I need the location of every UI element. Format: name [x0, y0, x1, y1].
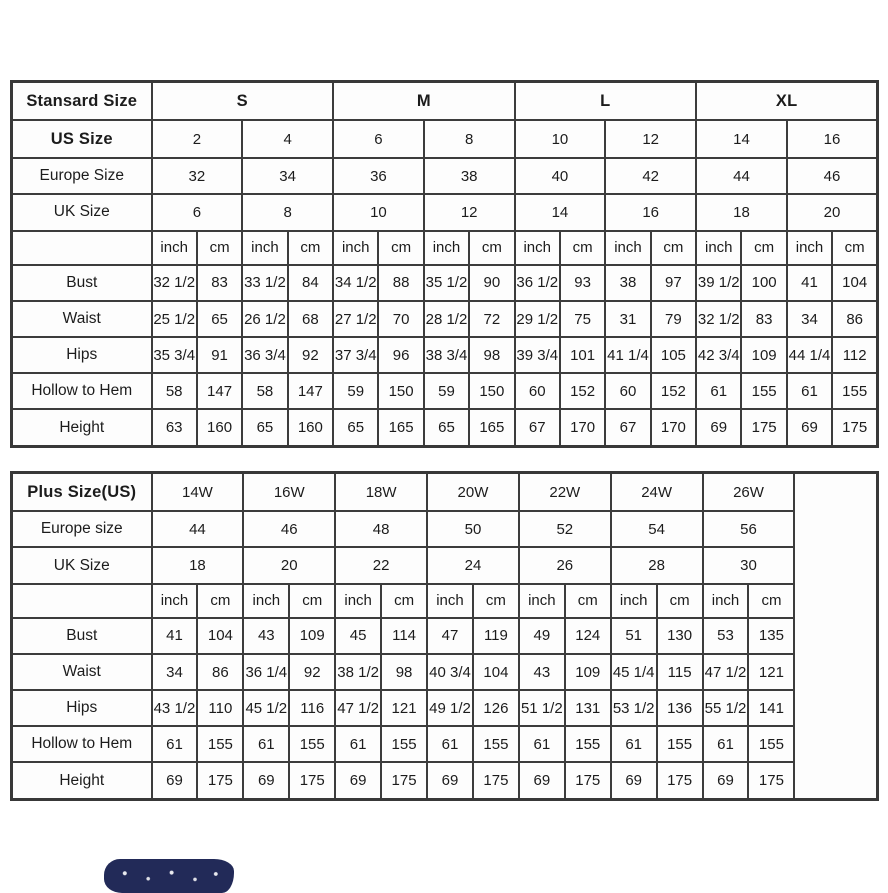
size-value-cell: 50	[427, 511, 519, 547]
table-row	[12, 120, 878, 158]
size-value-cell: 109	[565, 654, 611, 690]
size-value-cell: 39 3/4	[515, 337, 560, 373]
row-label-cell: US Size	[12, 120, 152, 158]
standard-size-table	[10, 80, 879, 448]
size-value-cell: 32 1/2	[152, 265, 197, 301]
size-value-cell: 32	[152, 158, 243, 194]
size-value-cell: 115	[657, 654, 703, 690]
size-value-cell: 44 1/4	[787, 337, 832, 373]
size-value-cell: inch	[515, 231, 560, 265]
size-value-cell: 26W	[703, 473, 795, 512]
size-value-cell: 20	[243, 547, 335, 583]
size-value-cell: 12	[605, 120, 696, 158]
size-value-cell: cm	[657, 584, 703, 618]
size-value-cell: inch	[152, 231, 197, 265]
size-value-cell: 44	[152, 511, 244, 547]
table-row	[12, 618, 878, 654]
size-value-cell: 175	[748, 762, 794, 799]
size-value-cell: 155	[381, 726, 427, 762]
size-value-cell: 65	[333, 409, 378, 446]
size-value-cell: 69	[152, 762, 198, 799]
size-value-cell: 45	[335, 618, 381, 654]
size-value-cell: 65	[242, 409, 287, 446]
size-value-cell: 61	[427, 726, 473, 762]
table-row	[12, 82, 878, 121]
size-value-cell: 109	[289, 618, 335, 654]
size-value-cell: cm	[289, 584, 335, 618]
size-value-cell: 61	[611, 726, 657, 762]
size-value-cell: 69	[519, 762, 565, 799]
table-row	[12, 690, 878, 726]
size-value-cell: 27 1/2	[333, 301, 378, 337]
size-value-cell: 40 3/4	[427, 654, 473, 690]
size-value-cell: 121	[381, 690, 427, 726]
row-label-cell: Europe Size	[12, 158, 152, 194]
size-value-cell: 175	[657, 762, 703, 799]
size-value-cell: 105	[651, 337, 696, 373]
size-value-cell: cm	[560, 231, 605, 265]
size-value-cell: 116	[289, 690, 335, 726]
size-value-cell: 135	[748, 618, 794, 654]
size-value-cell: 104	[197, 618, 243, 654]
size-value-cell: cm	[473, 584, 519, 618]
size-value-cell: 20	[787, 194, 878, 230]
size-value-cell: 42 3/4	[696, 337, 741, 373]
size-value-cell: 35 1/2	[424, 265, 469, 301]
size-value-cell: 141	[748, 690, 794, 726]
size-value-cell: 26 1/2	[242, 301, 287, 337]
size-value-cell: 36 1/2	[515, 265, 560, 301]
size-value-cell: inch	[333, 231, 378, 265]
size-value-cell: inch	[152, 584, 198, 618]
size-value-cell: 155	[197, 726, 243, 762]
size-value-cell: 155	[741, 373, 786, 409]
table-row	[12, 301, 878, 337]
size-value-cell: 34 1/2	[333, 265, 378, 301]
size-value-cell: 112	[832, 337, 877, 373]
size-value-cell: 24W	[611, 473, 703, 512]
size-value-cell: 24	[427, 547, 519, 583]
size-value-cell: 104	[832, 265, 877, 301]
row-label-cell: Hips	[12, 690, 152, 726]
table-row	[12, 337, 878, 373]
size-value-cell: 69	[335, 762, 381, 799]
row-label-cell: Height	[12, 409, 152, 446]
size-value-cell: 14	[696, 120, 787, 158]
size-value-cell: inch	[787, 231, 832, 265]
size-value-cell: cm	[381, 584, 427, 618]
size-value-cell: 46	[787, 158, 878, 194]
size-value-cell: 25 1/2	[152, 301, 197, 337]
size-value-cell: 155	[289, 726, 335, 762]
row-label-cell: UK Size	[12, 547, 152, 583]
size-value-cell: 14W	[152, 473, 244, 512]
size-value-cell: inch	[703, 584, 749, 618]
row-label-cell: Plus Size(US)	[12, 473, 152, 512]
size-value-cell: 175	[381, 762, 427, 799]
size-value-cell: 44	[696, 158, 787, 194]
size-value-cell: 51	[611, 618, 657, 654]
size-value-cell: 47	[427, 618, 473, 654]
size-value-cell: 68	[288, 301, 333, 337]
size-value-cell: 61	[335, 726, 381, 762]
table-row	[12, 194, 878, 230]
size-value-cell: 28 1/2	[424, 301, 469, 337]
row-label-cell: Waist	[12, 301, 152, 337]
row-label-cell: Stansard Size	[12, 82, 152, 121]
size-value-cell: 47 1/2	[703, 654, 749, 690]
size-value-cell: 152	[651, 373, 696, 409]
size-value-cell: 175	[741, 409, 786, 446]
size-value-cell: 61	[696, 373, 741, 409]
size-value-cell: 8	[242, 194, 333, 230]
size-value-cell: 34	[152, 654, 198, 690]
size-value-cell: 175	[289, 762, 335, 799]
size-value-cell: 61	[703, 726, 749, 762]
size-value-cell: 175	[197, 762, 243, 799]
size-value-cell: 155	[657, 726, 703, 762]
row-label-cell: Hollow to Hem	[12, 373, 152, 409]
size-value-cell: 36 3/4	[242, 337, 287, 373]
size-value-cell: 12	[424, 194, 515, 230]
size-value-cell: L	[515, 82, 697, 121]
size-value-cell: 160	[288, 409, 333, 446]
size-value-cell: 96	[378, 337, 423, 373]
size-value-cell: 61	[152, 726, 198, 762]
table-row	[12, 158, 878, 194]
size-value-cell: 170	[651, 409, 696, 446]
size-value-cell: 58	[242, 373, 287, 409]
row-label-cell	[12, 584, 152, 618]
size-value-cell: 52	[519, 511, 611, 547]
size-value-cell: 61	[787, 373, 832, 409]
size-value-cell: inch	[243, 584, 289, 618]
size-value-cell: 22W	[519, 473, 611, 512]
size-value-cell: 10	[333, 194, 424, 230]
row-label-cell: Height	[12, 762, 152, 799]
size-value-cell: 41 1/4	[605, 337, 650, 373]
size-value-cell: 150	[469, 373, 514, 409]
size-value-cell: 69	[611, 762, 657, 799]
size-value-cell: 43	[243, 618, 289, 654]
size-value-cell: 92	[288, 337, 333, 373]
size-value-cell: 119	[473, 618, 519, 654]
size-value-cell: 16	[787, 120, 878, 158]
size-value-cell: 38	[605, 265, 650, 301]
size-value-cell: 150	[378, 373, 423, 409]
size-value-cell: 86	[832, 301, 877, 337]
size-value-cell: 69	[243, 762, 289, 799]
size-value-cell: 121	[748, 654, 794, 690]
size-value-cell: 65	[424, 409, 469, 446]
size-value-cell: 69	[787, 409, 832, 446]
size-value-cell: cm	[651, 231, 696, 265]
size-value-cell: 67	[515, 409, 560, 446]
size-value-cell: inch	[424, 231, 469, 265]
size-value-cell: 165	[469, 409, 514, 446]
size-value-cell: 175	[832, 409, 877, 446]
size-value-cell: 18W	[335, 473, 427, 512]
size-value-cell: 67	[605, 409, 650, 446]
size-value-cell: inch	[242, 231, 287, 265]
row-label-cell: Europe size	[12, 511, 152, 547]
row-label-cell: Bust	[12, 265, 152, 301]
size-value-cell: 36 1/4	[243, 654, 289, 690]
size-value-cell: 79	[651, 301, 696, 337]
size-value-cell: 69	[427, 762, 473, 799]
size-value-cell: 104	[473, 654, 519, 690]
size-value-cell: 155	[473, 726, 519, 762]
size-value-cell: inch	[696, 231, 741, 265]
row-label-cell	[12, 231, 152, 265]
size-value-cell: 36	[333, 158, 424, 194]
size-value-cell: 8	[424, 120, 515, 158]
size-value-cell: 53	[703, 618, 749, 654]
plus-size-table	[10, 471, 879, 801]
size-value-cell: 14	[515, 194, 606, 230]
size-value-cell: 59	[424, 373, 469, 409]
size-value-cell: 38 3/4	[424, 337, 469, 373]
size-value-cell: 41	[787, 265, 832, 301]
size-value-cell: 97	[651, 265, 696, 301]
size-value-cell: 20W	[427, 473, 519, 512]
size-value-cell: 155	[832, 373, 877, 409]
size-value-cell: 46	[243, 511, 335, 547]
size-value-cell: 98	[469, 337, 514, 373]
size-value-cell: 6	[333, 120, 424, 158]
size-value-cell: cm	[748, 584, 794, 618]
size-value-cell: 48	[335, 511, 427, 547]
size-value-cell: 45 1/4	[611, 654, 657, 690]
size-value-cell: 31	[605, 301, 650, 337]
size-value-cell: M	[333, 82, 515, 121]
size-value-cell: 160	[197, 409, 242, 446]
size-value-cell: 126	[473, 690, 519, 726]
row-label-cell: Waist	[12, 654, 152, 690]
size-value-cell: 22	[335, 547, 427, 583]
size-value-cell: 155	[565, 726, 611, 762]
size-value-cell: 49 1/2	[427, 690, 473, 726]
size-value-cell: 100	[741, 265, 786, 301]
size-value-cell: 93	[560, 265, 605, 301]
size-value-cell: 10	[515, 120, 606, 158]
table-row	[12, 511, 878, 547]
table-row	[12, 584, 878, 618]
size-value-cell: 32 1/2	[696, 301, 741, 337]
size-value-cell: 2	[152, 120, 243, 158]
size-value-cell: 91	[197, 337, 242, 373]
size-value-cell: inch	[519, 584, 565, 618]
size-value-cell: 38	[424, 158, 515, 194]
size-value-cell: inch	[427, 584, 473, 618]
size-value-cell: 72	[469, 301, 514, 337]
row-label-cell: Hips	[12, 337, 152, 373]
size-value-cell: 84	[288, 265, 333, 301]
table-row	[12, 547, 878, 583]
size-value-cell: 83	[741, 301, 786, 337]
size-value-cell: 34	[242, 158, 333, 194]
size-value-cell: 70	[378, 301, 423, 337]
table-row	[12, 726, 878, 762]
size-value-cell: inch	[335, 584, 381, 618]
size-value-cell: 4	[242, 120, 333, 158]
size-value-cell: 165	[378, 409, 423, 446]
size-value-cell: cm	[378, 231, 423, 265]
size-value-cell: cm	[565, 584, 611, 618]
size-value-cell: 175	[473, 762, 519, 799]
size-value-cell: 101	[560, 337, 605, 373]
size-value-cell: 38 1/2	[335, 654, 381, 690]
size-value-cell: inch	[611, 584, 657, 618]
table-row	[12, 654, 878, 690]
size-value-cell: 110	[197, 690, 243, 726]
table-row	[12, 265, 878, 301]
size-value-cell: 49	[519, 618, 565, 654]
size-value-cell: 61	[519, 726, 565, 762]
size-value-cell: cm	[197, 231, 242, 265]
size-value-cell: 6	[152, 194, 243, 230]
size-value-cell: 28	[611, 547, 703, 583]
size-value-cell: 69	[703, 762, 749, 799]
size-value-cell: 69	[696, 409, 741, 446]
size-value-cell: 60	[515, 373, 560, 409]
size-value-cell: 130	[657, 618, 703, 654]
size-value-cell: 56	[703, 511, 795, 547]
size-value-cell: 45 1/2	[243, 690, 289, 726]
row-label-cell: UK Size	[12, 194, 152, 230]
size-value-cell: 42	[605, 158, 696, 194]
size-value-cell: 54	[611, 511, 703, 547]
size-value-cell: 30	[703, 547, 795, 583]
size-value-cell	[794, 473, 877, 800]
size-value-cell: 83	[197, 265, 242, 301]
size-value-cell: 16W	[243, 473, 335, 512]
size-value-cell: 147	[288, 373, 333, 409]
size-value-cell: 43	[519, 654, 565, 690]
size-value-cell: cm	[288, 231, 333, 265]
size-value-cell: 136	[657, 690, 703, 726]
size-value-cell: inch	[605, 231, 650, 265]
size-value-cell: 170	[560, 409, 605, 446]
size-value-cell: 33 1/2	[242, 265, 287, 301]
size-value-cell: 35 3/4	[152, 337, 197, 373]
size-value-cell: 29 1/2	[515, 301, 560, 337]
size-value-cell: 61	[243, 726, 289, 762]
size-value-cell: 63	[152, 409, 197, 446]
size-value-cell: 58	[152, 373, 197, 409]
table-row	[12, 231, 878, 265]
size-value-cell: 98	[381, 654, 427, 690]
table-row	[12, 762, 878, 799]
size-value-cell: cm	[741, 231, 786, 265]
size-value-cell: 90	[469, 265, 514, 301]
size-value-cell: XL	[696, 82, 878, 121]
size-value-cell: 18	[696, 194, 787, 230]
size-value-cell: 26	[519, 547, 611, 583]
size-value-cell: 155	[748, 726, 794, 762]
row-label-cell: Bust	[12, 618, 152, 654]
size-value-cell: 40	[515, 158, 606, 194]
table-row	[12, 409, 878, 446]
size-value-cell: 175	[565, 762, 611, 799]
size-value-cell: 55 1/2	[703, 690, 749, 726]
size-value-cell: 152	[560, 373, 605, 409]
size-value-cell: 147	[197, 373, 242, 409]
size-value-cell: 18	[152, 547, 244, 583]
size-value-cell: 37 3/4	[333, 337, 378, 373]
size-value-cell: 43 1/2	[152, 690, 198, 726]
size-value-cell: cm	[197, 584, 243, 618]
size-value-cell: S	[152, 82, 334, 121]
size-value-cell: 41	[152, 618, 198, 654]
size-value-cell: cm	[469, 231, 514, 265]
size-value-cell: 124	[565, 618, 611, 654]
size-value-cell: 114	[381, 618, 427, 654]
size-value-cell: 53 1/2	[611, 690, 657, 726]
size-value-cell: 65	[197, 301, 242, 337]
size-value-cell: 88	[378, 265, 423, 301]
row-label-cell: Hollow to Hem	[12, 726, 152, 762]
size-value-cell: 51 1/2	[519, 690, 565, 726]
table-row	[12, 473, 878, 512]
size-value-cell: 86	[197, 654, 243, 690]
size-value-cell: 16	[605, 194, 696, 230]
table-row	[12, 373, 878, 409]
size-value-cell: 92	[289, 654, 335, 690]
size-value-cell: cm	[832, 231, 877, 265]
size-value-cell: 59	[333, 373, 378, 409]
size-value-cell: 60	[605, 373, 650, 409]
size-value-cell: 75	[560, 301, 605, 337]
size-value-cell: 39 1/2	[696, 265, 741, 301]
size-value-cell: 131	[565, 690, 611, 726]
size-value-cell: 34	[787, 301, 832, 337]
size-value-cell: 47 1/2	[335, 690, 381, 726]
size-value-cell: 109	[741, 337, 786, 373]
